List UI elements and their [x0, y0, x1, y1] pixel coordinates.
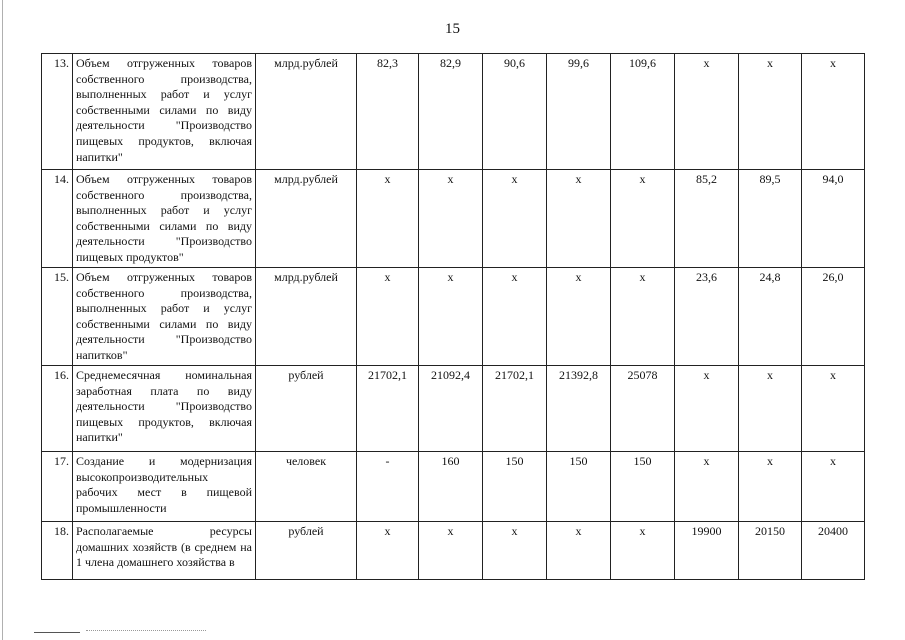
unit-cell: млрд.рублей — [256, 54, 357, 170]
indicator-name: Располагаемые ресурсы домашних хозяйств (в среднем на 1 члена домашнего хозяйства в — [73, 522, 256, 580]
value-cell: 26,0 — [802, 268, 865, 366]
value-cell: 19900 — [675, 522, 739, 580]
indicator-name: Объем отгруженных товаров собственного производства, выполненных работ и услуг собственными силами по виду деятельности "Производство пищевых продуктов" — [73, 170, 256, 268]
value-cell: - — [357, 452, 419, 522]
value-cell: х — [547, 522, 611, 580]
value-cell: 150 — [483, 452, 547, 522]
value-cell: 82,3 — [357, 54, 419, 170]
value-cell: х — [802, 366, 865, 452]
value-cell: х — [802, 54, 865, 170]
value-cell: 21392,8 — [547, 366, 611, 452]
footer-marks — [86, 630, 206, 632]
page-number: 15 — [445, 21, 460, 37]
value-cell: х — [739, 54, 802, 170]
indicator-name: Объем отгруженных товаров собственного производства, выполненных работ и услуг собственными силами по виду деятельности "Производство пищевых продуктов, включая напитки" — [73, 54, 256, 170]
row-number: 16. — [42, 366, 73, 452]
unit-cell: млрд.рублей — [256, 268, 357, 366]
table-row — [42, 522, 865, 580]
value-cell: 160 — [419, 452, 483, 522]
value-cell: х — [483, 522, 547, 580]
value-cell: 20150 — [739, 522, 802, 580]
value-cell: х — [357, 522, 419, 580]
value-cell: х — [611, 522, 675, 580]
table-row — [42, 366, 865, 452]
value-cell: х — [419, 268, 483, 366]
value-cell: 82,9 — [419, 54, 483, 170]
value-cell: 24,8 — [739, 268, 802, 366]
value-cell: х — [419, 170, 483, 268]
value-cell: 99,6 — [547, 54, 611, 170]
unit-cell: млрд.рублей — [256, 170, 357, 268]
value-cell: х — [547, 268, 611, 366]
row-number: 13. — [42, 54, 73, 170]
value-cell: х — [357, 170, 419, 268]
value-cell: х — [547, 170, 611, 268]
value-cell: 94,0 — [802, 170, 865, 268]
table-row — [42, 170, 865, 268]
value-cell: х — [483, 268, 547, 366]
value-cell: 21702,1 — [357, 366, 419, 452]
indicators-table — [41, 53, 865, 580]
unit-cell: рублей — [256, 522, 357, 580]
table-row — [42, 452, 865, 522]
value-cell: х — [611, 268, 675, 366]
value-cell: х — [483, 170, 547, 268]
value-cell: 85,2 — [675, 170, 739, 268]
table-row — [42, 268, 865, 366]
row-number: 18. — [42, 522, 73, 580]
value-cell: 20400 — [802, 522, 865, 580]
row-number: 15. — [42, 268, 73, 366]
value-cell: х — [611, 170, 675, 268]
row-number: 14. — [42, 170, 73, 268]
value-cell: х — [802, 452, 865, 522]
value-cell: х — [739, 366, 802, 452]
value-cell: х — [675, 366, 739, 452]
value-cell: х — [675, 452, 739, 522]
indicator-name: Объем отгруженных товаров собственного производства, выполненных работ и услуг собственными силами по виду деятельности "Производство напитков" — [73, 268, 256, 366]
value-cell: х — [419, 522, 483, 580]
table-row — [42, 54, 865, 170]
row-number: 17. — [42, 452, 73, 522]
value-cell: 21702,1 — [483, 366, 547, 452]
value-cell: 89,5 — [739, 170, 802, 268]
value-cell: 90,6 — [483, 54, 547, 170]
unit-cell: рублей — [256, 366, 357, 452]
unit-cell: человек — [256, 452, 357, 522]
page-margin-line — [2, 0, 3, 640]
indicator-name: Среднемесячная номинальная заработная плата по виду деятельности "Производство пищевых продуктов, включая напитки" — [73, 366, 256, 452]
value-cell: х — [675, 54, 739, 170]
value-cell: х — [739, 452, 802, 522]
value-cell: х — [357, 268, 419, 366]
indicator-name: Создание и модернизация высокопроизводительных рабочих мест в пищевой промышленности — [73, 452, 256, 522]
footer-rule — [34, 632, 80, 633]
value-cell: 25078 — [611, 366, 675, 452]
value-cell: 150 — [611, 452, 675, 522]
value-cell: 150 — [547, 452, 611, 522]
value-cell: 23,6 — [675, 268, 739, 366]
value-cell: 21092,4 — [419, 366, 483, 452]
value-cell: 109,6 — [611, 54, 675, 170]
